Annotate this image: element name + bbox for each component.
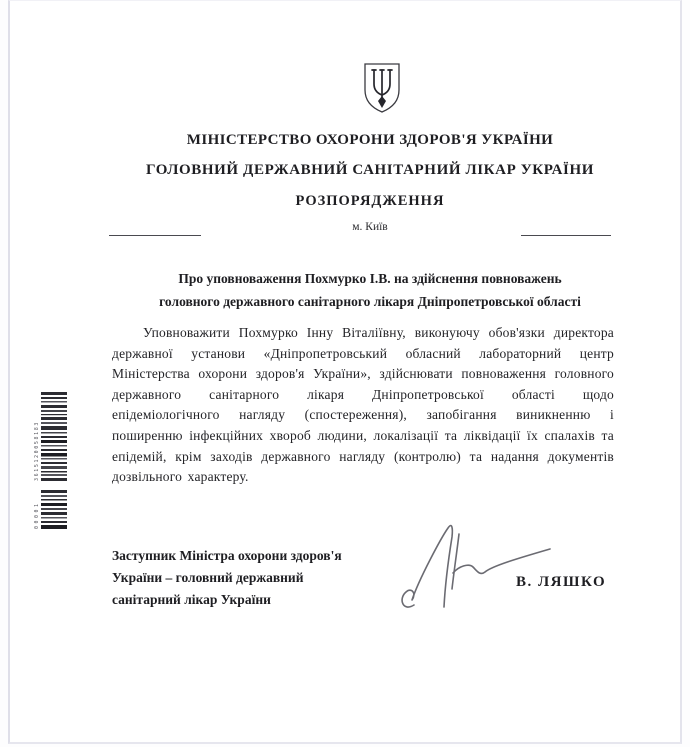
signer-title-line2: України – головний державний <box>112 570 304 585</box>
barcode-icon <box>41 392 67 481</box>
number-blank-line <box>521 222 611 236</box>
barcode-number: 3615120058183 <box>34 421 40 481</box>
city-label: м. Київ <box>352 221 388 233</box>
signer-title-block <box>112 545 412 611</box>
signer-title-line1: Заступник Міністра охорони здоров'я <box>112 548 342 563</box>
ministry-header: МІНІСТЕРСТВО ОХОРОНИ ЗДОРОВ'Я УКРАЇНИ <box>186 132 554 148</box>
ukraine-trident-emblem <box>354 62 410 116</box>
authority-header: ГОЛОВНИЙ ДЕРЖАВНИЙ САНІТАРНИЙ ЛІКАР УКРАЇНИ <box>145 162 595 178</box>
document-title-line1: Про уповноваження Похмурко І.В. на здійснення повноважень <box>178 271 562 286</box>
barcode-number-small: 00001 <box>34 501 40 529</box>
signer-title-line3: санітарний лікар України <box>112 592 271 607</box>
document-body-paragraph: Уповноважити Похмурко Інну Віталіївну, виконуючу обов'язки директора державної установи «Дніпропетровський обласний лабораторний центр Міністерства охорони здоров'я України», здійснювати повноваження головного державного санітарного лікаря Дніпропетровської області щодо епідеміологічного нагляду (спостереження), запобігання виникненню і поширенню інфекційних хвороб людини, локалізації та ліквідації їх спалахів та епідемій, крім заходів державного нагляду (контролю) та надання документів дозвільного характеру. <box>112 325 614 485</box>
document-title-line2: головного державного санітарного лікаря Дніпропетровської області <box>159 294 581 309</box>
signer-name: В. ЛЯШКО <box>516 574 607 590</box>
document-title <box>110 267 630 313</box>
handwritten-signature <box>397 521 562 616</box>
document-type-heading: РОЗПОРЯДЖЕННЯ <box>295 193 445 209</box>
barcode-icon-small <box>41 490 67 529</box>
document-page <box>8 0 682 744</box>
